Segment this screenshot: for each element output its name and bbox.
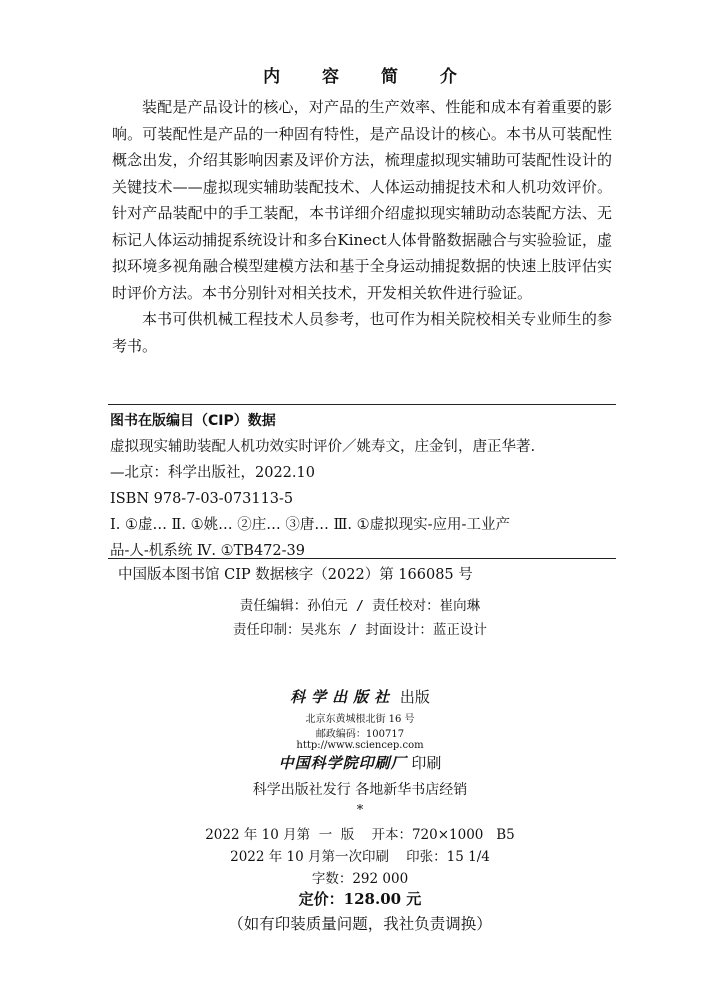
printing-info: 2022 年 10 月第一次印刷 印张：15 1/4	[230, 849, 490, 865]
publisher-logo: 科学出版社	[290, 688, 396, 706]
publisher-address: 北京东黄城根北街 16 号	[305, 714, 415, 725]
production-credits: 责任印制：吴兆东 / 封面设计：蓝正设计	[233, 622, 487, 638]
word-count: 字数：292 000	[311, 871, 409, 887]
abstract-paragraph: 本书可供机械工程技术人员参考，也可作为相关院校相关专业师生的参考书。	[112, 310, 612, 355]
abstract	[112, 94, 612, 359]
cip-line: Ⅰ. ①虚… Ⅱ. ①姚… ②庄… ③唐… Ⅲ. ①虚拟现实-应用-工业产	[110, 517, 510, 533]
abstract-paragraph: 装配是产品设计的核心，对产品的生产效率、性能和成本有着重要的影响。可装配性是产品的一种固有特性，是产品设计的核心。本书从可装配性概念出发，介绍其影响因素及评价方法，梳理虚拟现实辅助可装配性设计的关键技术——虚拟现实辅助装配技术、人体运动捕捉技术和人机功效评价。针对产品装配中的手工装配，本书详细介绍虚拟现实辅助动态装配方法、无标记人体运动捕捉系统设计和多台Kinect人体骨骼数据融合与实验验证，虚拟环境多视角融合模型建模方法和基于全身运动捕捉数据的快速上肢评估实时评价方法。本书分别针对相关技术，开发相关软件进行验证。	[112, 98, 612, 302]
cip-check-number: 中国版本图书馆 CIP 数据核字（2022）第 166085 号	[118, 567, 473, 583]
cip-heading: 图书在版编目（CIP）数据	[110, 413, 276, 429]
editor-credits: 责任编辑：孙伯元 / 责任校对：崔向琳	[239, 598, 481, 614]
cip-block	[110, 408, 618, 564]
quality-notice: （如有印装质量问题，我社负责调换）	[228, 915, 492, 933]
publisher-line	[0, 686, 720, 707]
cip-line: 虚拟现实辅助装配人机功效实时评价／姚寿文，庄金钊，唐正华著.	[110, 439, 536, 455]
divider	[108, 404, 616, 405]
publisher-suffix: 出版	[395, 688, 430, 706]
printer-logo: 中国科学院印刷厂	[278, 754, 407, 772]
edition-info: 2022 年 10 月第 一 版 开本：720×1000 B5	[205, 827, 515, 843]
distribution-line: 科学出版社发行 各地新华书店经销	[252, 782, 468, 798]
cip-line: 品-人-机系统 Ⅳ. ①TB472-39	[110, 543, 305, 559]
printer-line	[0, 752, 720, 773]
separator-star: *	[356, 803, 364, 818]
publisher-website: http://www.sciencep.com	[296, 740, 424, 751]
page-title: 内 容 简 介	[263, 67, 475, 87]
divider	[108, 558, 616, 559]
cip-line: —北京：科学出版社，2022.10	[110, 465, 315, 481]
price: 定价：128.00 元	[298, 890, 422, 908]
printer-suffix: 印刷	[406, 754, 442, 772]
publisher-postcode: 邮政编码：100717	[315, 729, 405, 740]
cip-line: ISBN 978-7-03-073113-5	[110, 491, 294, 507]
